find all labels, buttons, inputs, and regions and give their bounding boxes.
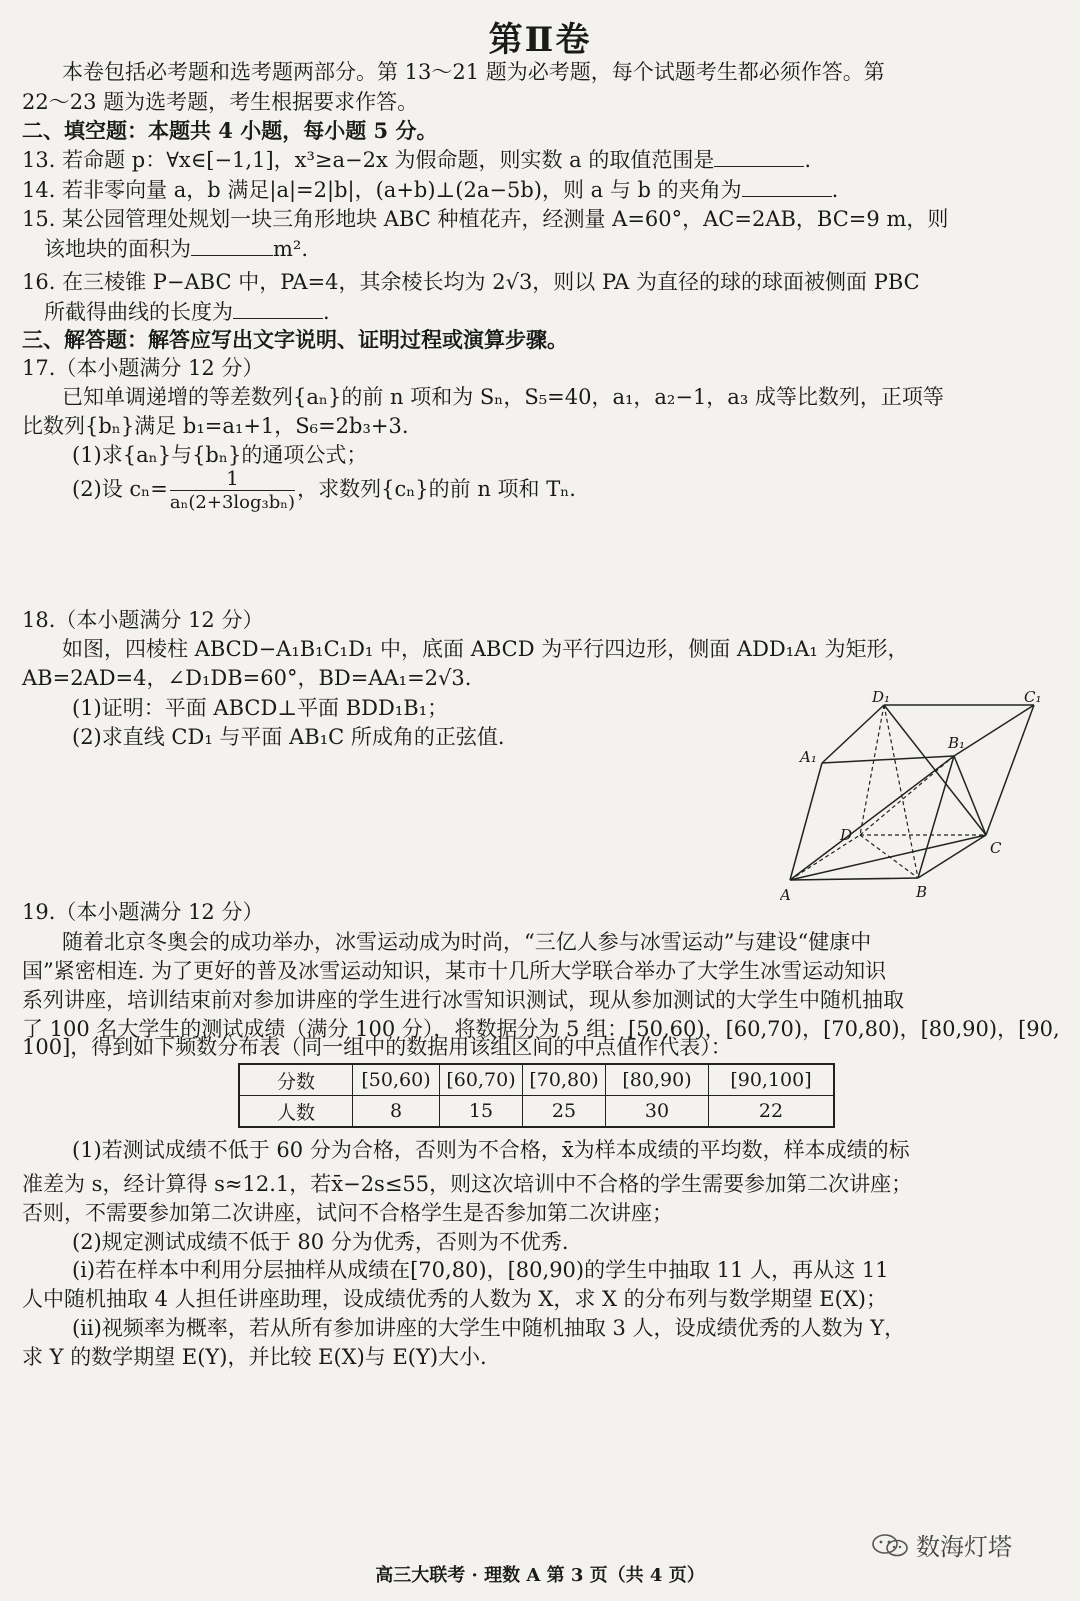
q19-part-2ii-line-2: 求 Y 的数学期望 E(Y)，并比较 E(X)与 E(Y)大小. — [22, 1345, 487, 1369]
q19-line-1: 随着北京冬奥会的成功举办，冰雪运动成为时尚，“三亿人参与冰雪运动”与建设“健康中 — [62, 930, 872, 954]
question-16-line-1: 16. 在三棱锥 P−ABC 中，PA=4，其余棱长均为 2√3，则以 PA 为直径的球的球面被侧面 PBC — [22, 270, 920, 294]
frequency-table — [238, 1063, 835, 1128]
q19-line-3: 系列讲座，培训结束前对参加讲座的学生进行冰雪知识测试，现从参加测试的大学生中随机抽取 — [22, 988, 904, 1012]
q17-part-1: (1)求{aₙ}与{bₙ}的通项公式； — [72, 443, 368, 467]
q13-tail: . — [804, 148, 812, 172]
fraction-numerator: 1 — [170, 466, 295, 491]
q17-p2-tail: ，求数列{cₙ}的前 n 项和 Tₙ. — [297, 477, 576, 501]
label-c: C — [990, 839, 1002, 857]
table-header-cell: 人数 — [239, 1096, 353, 1128]
q18-part-1: (1)证明：平面 ABCD⊥平面 BDD₁B₁； — [72, 696, 449, 720]
q19-heading: 19.（本小题满分 12 分） — [22, 900, 264, 924]
question-13 — [22, 146, 811, 174]
wechat-icon — [870, 1532, 910, 1558]
table-cell: [70,80) — [523, 1064, 606, 1096]
q17-p2-text: (2)设 cₙ= — [72, 477, 168, 501]
answer-blank — [714, 148, 804, 167]
table-cell: [60,70) — [440, 1064, 523, 1096]
q15-unit: m². — [273, 237, 309, 261]
question-16-line-2 — [44, 298, 330, 326]
table-cell: [50,60) — [353, 1064, 440, 1096]
label-b: B — [916, 883, 928, 901]
label-d: D — [840, 826, 853, 844]
section-solve-heading: 三、解答题：解答应写出文字说明、证明过程或演算步骤。 — [22, 327, 568, 352]
question-15-line-1: 15. 某公园管理处规划一块三角形地块 ABC 种植花卉，经测量 A=60°，AC=2AB，BC=9 m，则 — [22, 207, 949, 231]
q19-part-2i-line-2: 人中随机抽取 4 人担任讲座助理，设成绩优秀的人数为 X，求 X 的分布列与数学期望 E(X)； — [22, 1287, 887, 1311]
q13-text: 13. 若命题 p：∀x∈[−1,1]，x³≥a−2x 为假命题，则实数 a 的取值范围是 — [22, 148, 715, 172]
answer-blank — [742, 178, 832, 197]
table-cell: [80,90) — [606, 1064, 709, 1096]
fraction-denominator: aₙ(2+3log₃bₙ) — [169, 492, 296, 513]
answer-blank — [191, 237, 273, 256]
q17-part-2 — [72, 464, 576, 515]
table-header-cell: 分数 — [239, 1064, 353, 1096]
table-cell: 30 — [606, 1096, 709, 1128]
table-row — [239, 1096, 834, 1128]
q17-line-2: 比数列{bₙ}满足 b₁=a₁+1，S₆=2b₃+3. — [22, 414, 409, 438]
q18-heading: 18.（本小题满分 12 分） — [22, 608, 264, 632]
intro-line-1: 本卷包括必考题和选考题两部分。第 13～21 题为必考题，每个试题考生都必须作答。第 — [62, 60, 885, 84]
question-15-line-2 — [44, 235, 308, 263]
answer-blank — [233, 300, 323, 319]
q18-line-1: 如图，四棱柱 ABCD−A₁B₁C₁D₁ 中，底面 ABCD 为平行四边形，侧面 ADD₁A₁ 为矩形， — [62, 637, 909, 661]
q19-part-2: (2)规定测试成绩不低于 80 分为优秀，否则为不优秀. — [72, 1230, 569, 1254]
fraction — [170, 466, 295, 515]
q19-line-2: 国”紧密相连. 为了更好的普及冰雪运动知识，某市十几所大学联合举办了大学生冰雪运动知识 — [22, 959, 887, 983]
page-title: 第Ⅱ卷 — [488, 20, 592, 60]
q15-text: 该地块的面积为 — [44, 237, 191, 261]
label-d1: D₁ — [872, 690, 891, 706]
label-a1: A₁ — [800, 748, 817, 766]
q19-part-2ii-line-1: (ⅱ)视频率为概率，若从所有参加讲座的大学生中随机抽取 3 人，设成绩优秀的人数为 Y， — [72, 1316, 906, 1340]
table-cell: [90,100] — [709, 1064, 835, 1096]
label-b1: B₁ — [948, 734, 966, 752]
q18-part-2: (2)求直线 CD₁ 与平面 AB₁C 所成角的正弦值. — [72, 725, 505, 749]
question-14 — [22, 176, 838, 204]
q19-part-1-line-3: 否则，不需要参加第二次讲座，试问不合格学生是否参加第二次讲座； — [22, 1201, 673, 1225]
table-cell: 15 — [440, 1096, 523, 1128]
q16-text: 所截得曲线的长度为 — [44, 300, 233, 324]
table-cell: 22 — [709, 1096, 835, 1128]
table-row — [239, 1064, 834, 1096]
prism-figure — [780, 690, 1050, 910]
q19-part-1-line-1: (1)若测试成绩不低于 60 分为合格，否则为不合格，x̄为样本成绩的平均数，样本成绩的标 — [72, 1138, 910, 1162]
label-c1: C₁ — [1024, 690, 1042, 706]
q19-line-5: 100]，得到如下频数分布表（同一组中的数据用该组区间的中点值作代表）： — [22, 1035, 732, 1059]
q19-part-1-line-2: 准差为 s，经计算得 s≈12.1，若x̄−2s≤55，则这次培训中不合格的学生需要参加第二次讲座； — [22, 1172, 913, 1196]
table-cell: 8 — [353, 1096, 440, 1128]
q16-tail: . — [323, 300, 330, 324]
intro-line-2: 22～23 题为选考题，考生根据要求作答。 — [22, 90, 419, 114]
q14-tail: . — [831, 178, 839, 202]
q17-line-1: 已知单调递增的等差数列{aₙ}的前 n 项和为 Sₙ，S₅=40，a₁，a₂−1，a₃ 成等比数列，正项等 — [62, 385, 944, 409]
q17-heading: 17.（本小题满分 12 分） — [22, 356, 264, 380]
label-a: A — [780, 886, 791, 904]
watermark — [870, 1527, 1012, 1562]
page-footer: 高三大联考 · 理数 A 第 3 页（共 4 页） — [375, 1565, 705, 1586]
q14-text: 14. 若非零向量 a，b 满足|a|=2|b|，(a+b)⊥(2a−5b)，则 a 与 b 的夹角为 — [22, 178, 742, 202]
q19-line-4: 了 100 名大学生的测试成绩（满分 100 分），将数据分为 5 组：[50,60)，[60,70)，[70,80)，[80,90)，[90, — [22, 1017, 1060, 1041]
section-fill-heading: 二、填空题：本题共 4 小题，每小题 5 分。 — [22, 118, 438, 143]
table-cell: 25 — [523, 1096, 606, 1128]
watermark-text: 数海灯塔 — [916, 1533, 1012, 1561]
q19-part-2i-line-1: (ⅰ)若在样本中利用分层抽样从成绩在[70,80)，[80,90)的学生中抽取 11 人，再从这 11 — [72, 1258, 889, 1282]
q18-line-2: AB=2AD=4，∠D₁DB=60°，BD=AA₁=2√3. — [22, 666, 472, 690]
